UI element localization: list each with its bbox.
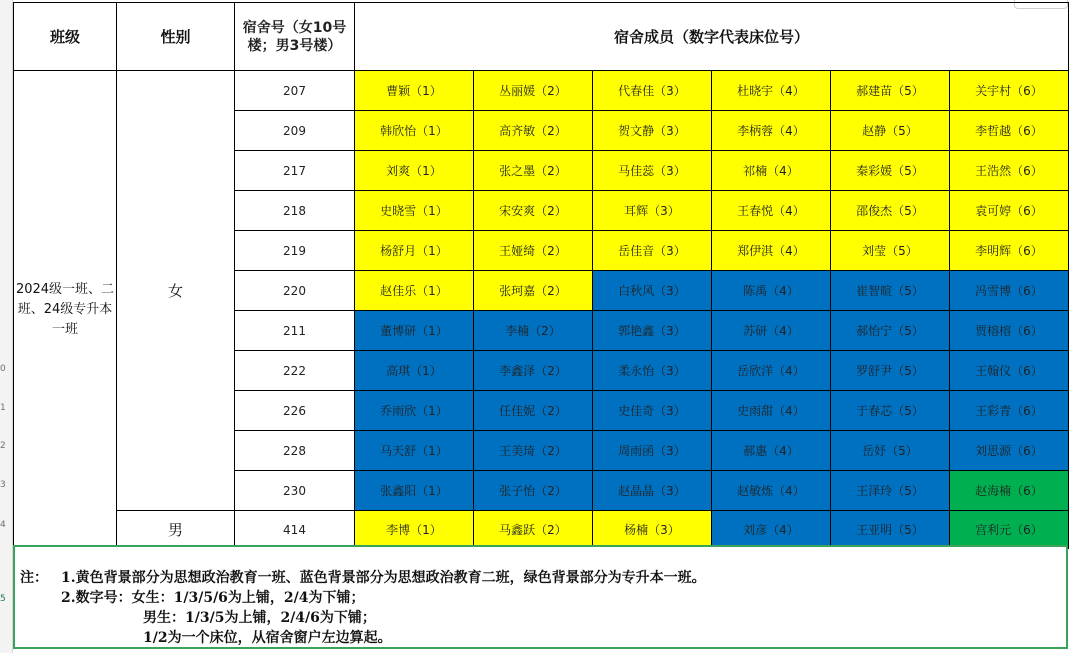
member-cell[interactable]: 邵俊杰（5） (831, 191, 950, 231)
member-cell[interactable]: 张子怡（2） (474, 471, 593, 511)
member-cell[interactable]: 李鑫泽（2） (474, 351, 593, 391)
table-row (14, 511, 1069, 549)
member-cell[interactable]: 刘爽（1） (355, 151, 474, 191)
room-number-cell[interactable]: 219 (235, 231, 355, 271)
header-members[interactable]: 宿舍成员（数字代表床位号） (355, 3, 1069, 71)
member-cell[interactable]: 王春悦（4） (712, 191, 831, 231)
member-cell[interactable]: 王亚明（5） (831, 511, 950, 549)
row-number: 2 (0, 441, 6, 451)
row-number: 3 (0, 480, 6, 490)
member-cell[interactable]: 杨舒月（1） (355, 231, 474, 271)
member-cell[interactable]: 袁可婷（6） (950, 191, 1069, 231)
member-cell[interactable]: 张之墨（2） (474, 151, 593, 191)
member-cell[interactable]: 岳佳音（3） (593, 231, 712, 271)
member-cell[interactable]: 郝惠（4） (712, 431, 831, 471)
row-number: 5 (0, 594, 6, 604)
member-cell[interactable]: 王浩然（6） (950, 151, 1069, 191)
member-cell[interactable]: 李哲越（6） (950, 111, 1069, 151)
room-number-cell[interactable]: 209 (235, 111, 355, 151)
member-cell[interactable]: 岳欣洋（4） (712, 351, 831, 391)
member-cell[interactable]: 耳辉（3） (593, 191, 712, 231)
member-cell[interactable]: 杜晓宇（4） (712, 71, 831, 111)
header-gender[interactable]: 性别 (117, 3, 235, 71)
room-number-cell[interactable]: 218 (235, 191, 355, 231)
member-cell[interactable]: 秦彩媛（5） (831, 151, 950, 191)
member-cell[interactable]: 乔雨欣（1） (355, 391, 474, 431)
room-number-cell[interactable]: 211 (235, 311, 355, 351)
member-cell[interactable]: 赵敏炼（4） (712, 471, 831, 511)
member-cell[interactable]: 苏研（4） (712, 311, 831, 351)
room-number-cell[interactable]: 228 (235, 431, 355, 471)
member-cell[interactable]: 李楠（2） (474, 311, 593, 351)
note-line-4: 1/2为一个床位，从宿舍窗户左边算起。 (143, 630, 392, 646)
room-number-cell[interactable]: 222 (235, 351, 355, 391)
room-number-cell[interactable]: 414 (235, 511, 355, 549)
row-number: 0 (0, 364, 6, 374)
member-cell[interactable]: 于春芯（5） (831, 391, 950, 431)
member-cell[interactable]: 陈禹（4） (712, 271, 831, 311)
member-cell[interactable]: 史佳奇（3） (593, 391, 712, 431)
member-cell[interactable]: 刘思源（6） (950, 431, 1069, 471)
gender-male-cell[interactable]: 男 (117, 511, 235, 549)
member-cell[interactable]: 王美琦（2） (474, 431, 593, 471)
member-cell[interactable]: 李博（1） (355, 511, 474, 549)
member-cell[interactable]: 马佳蕊（3） (593, 151, 712, 191)
member-cell[interactable]: 李明辉（6） (950, 231, 1069, 271)
dorm-assignment-table (13, 2, 1069, 549)
member-cell[interactable]: 高琪（1） (355, 351, 474, 391)
member-cell[interactable]: 马天舒（1） (355, 431, 474, 471)
member-cell[interactable]: 任佳妮（2） (474, 391, 593, 431)
member-cell[interactable]: 柔永怡（3） (593, 351, 712, 391)
room-number-cell[interactable]: 217 (235, 151, 355, 191)
member-cell[interactable]: 郝怡宁（5） (831, 311, 950, 351)
row-number: 4 (0, 520, 6, 530)
table-row (14, 71, 1069, 111)
member-cell[interactable]: 王泽玲（5） (831, 471, 950, 511)
note-line-3: 男生：1/3/5为上铺，2/4/6为下铺； (143, 610, 376, 626)
member-cell[interactable]: 张鑫阳（1） (355, 471, 474, 511)
class-cell[interactable]: 2024级一班、二班、24级专升本一班 (14, 71, 117, 549)
notes-prefix: 注： (20, 570, 48, 586)
header-room[interactable] (235, 3, 355, 71)
member-cell[interactable]: 关宇村（6） (950, 71, 1069, 111)
member-cell[interactable]: 贺文静（3） (593, 111, 712, 151)
room-number-cell[interactable]: 207 (235, 71, 355, 111)
member-cell[interactable]: 白秋风（3） (593, 271, 712, 311)
note-line-1: 1.黄色背景部分为思想政治教育一班、蓝色背景部分为思想政治教育二班，绿色背景部分为专升本一班。 (61, 570, 706, 586)
member-cell[interactable]: 马鑫跃（2） (474, 511, 593, 549)
row-number-gutter (0, 0, 13, 653)
member-cell[interactable]: 罗舒尹（5） (831, 351, 950, 391)
member-cell[interactable]: 赵佳乐（1） (355, 271, 474, 311)
note-line-2: 2.数字号：女生：1/3/5/6为上铺，2/4为下铺； (61, 590, 365, 606)
member-cell[interactable]: 宫利元（6） (950, 511, 1069, 549)
member-cell[interactable]: 崔智暄（5） (831, 271, 950, 311)
member-cell[interactable]: 宋安爽（2） (474, 191, 593, 231)
member-cell[interactable]: 刘莹（5） (831, 231, 950, 271)
member-cell[interactable]: 祁楠（4） (712, 151, 831, 191)
notes-box (13, 545, 1068, 649)
header-room-text: 宿舍号（女10号楼；男3号楼） (242, 19, 347, 54)
member-cell[interactable]: 代春佳（3） (593, 71, 712, 111)
room-number-cell[interactable]: 226 (235, 391, 355, 431)
member-cell[interactable]: 郭艳鑫（3） (593, 311, 712, 351)
member-cell[interactable]: 王娅绮（2） (474, 231, 593, 271)
member-cell[interactable]: 刘彦（4） (712, 511, 831, 549)
member-cell[interactable]: 王翰仪（6） (950, 351, 1069, 391)
member-cell[interactable]: 赵晶晶（3） (593, 471, 712, 511)
member-cell[interactable]: 杨楠（3） (593, 511, 712, 549)
member-cell[interactable]: 曹颖（1） (355, 71, 474, 111)
room-number-cell[interactable]: 220 (235, 271, 355, 311)
gender-female-cell[interactable]: 女 (117, 71, 235, 511)
member-cell[interactable]: 郑伊淇（4） (712, 231, 831, 271)
member-cell[interactable]: 史晓雪（1） (355, 191, 474, 231)
member-cell[interactable]: 周雨函（3） (593, 431, 712, 471)
member-cell[interactable]: 岳妤（5） (831, 431, 950, 471)
member-cell[interactable]: 赵海楠（6） (950, 471, 1069, 511)
member-cell[interactable]: 高齐敏（2） (474, 111, 593, 151)
member-cell[interactable]: 冯雪博（6） (950, 271, 1069, 311)
member-cell[interactable]: 史雨甜（4） (712, 391, 831, 431)
member-cell[interactable]: 李柄蓉（4） (712, 111, 831, 151)
member-cell[interactable]: 丛丽媛（2） (474, 71, 593, 111)
room-number-cell[interactable]: 230 (235, 471, 355, 511)
member-cell[interactable]: 郝建苗（5） (831, 71, 950, 111)
member-cell[interactable]: 赵静（5） (831, 111, 950, 151)
member-cell[interactable]: 张珂嘉（2） (474, 271, 593, 311)
member-cell[interactable]: 董博研（1） (355, 311, 474, 351)
member-cell[interactable]: 韩欣怡（1） (355, 111, 474, 151)
member-cell[interactable]: 贾榕榕（6） (950, 311, 1069, 351)
member-cell[interactable]: 王彩青（6） (950, 391, 1069, 431)
row-number: 1 (0, 403, 6, 413)
header-class[interactable]: 班级 (14, 3, 117, 71)
